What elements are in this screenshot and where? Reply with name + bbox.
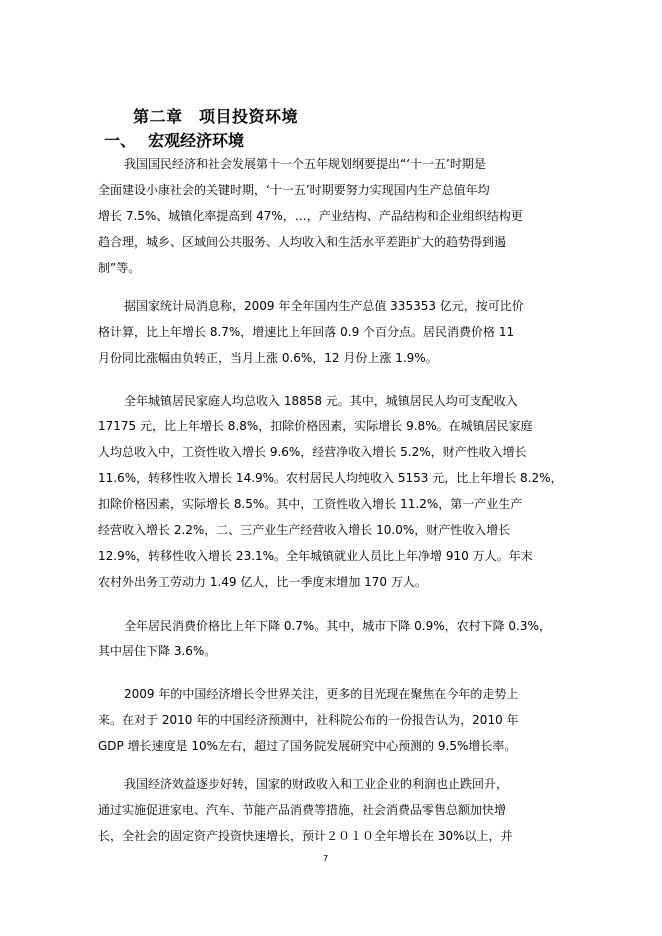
paragraph-line: 月份同比涨幅由负转正，当月上涨 0.6%，12 月份上涨 1.9%。 <box>98 351 438 365</box>
paragraph-line: 其中居住下降 3.6%。 <box>98 644 217 658</box>
page-number: 7 <box>323 854 329 863</box>
paragraph-line: 人均总收入中，工资性收入增长 9.6%，经营净收入增长 5.2%，财产性收入增长 <box>98 445 527 459</box>
paragraph-line: 我国经济效益逐步好转，国家的财政收入和工业企业的利润也止跌回升， <box>124 777 509 791</box>
chapter-title: 第二章 项目投资环境 <box>133 107 299 126</box>
paragraph-line: 制”等。 <box>98 261 141 275</box>
paragraph-line: 全面建设小康社会的关键时期，‘十一五’时期要努力实现国内生产总值年均 <box>98 183 490 197</box>
section-number: 一、 <box>104 131 137 150</box>
paragraph-line: 12.9%，转移性收入增长 23.1%。全年城镇就业人员比上年净增 910 万人。年末 <box>98 549 533 563</box>
paragraph-line: 来。在对于 2010 年的中国经济预测中，社科院公布的一份报告认为，2010 年 <box>98 713 519 727</box>
paragraph-line: 我国国民经济和社会发展第十一个五年规划纲要提出“‘十一五’时期是 <box>124 157 486 171</box>
paragraph-line: 2009 年的中国经济增长令世界关注，更多的目光现在聚焦在今年的走势上 <box>124 687 519 701</box>
paragraph-line: 经营收入增长 2.2%，二、三产业生产经营收入增长 10.0%，财产性收入增长 <box>98 523 511 537</box>
paragraph-line: 趋合理，城乡、区域间公共服务、人均收入和生活水平差距扩大的趋势得到遏 <box>98 235 507 249</box>
section-heading <box>104 128 244 151</box>
paragraph-line: 全年城镇居民家庭人均总收入 18858 元。其中，城镇居民人均可支配收入 <box>124 394 518 408</box>
paragraph-line: 全年居民消费价格比上年下降 0.7%。其中，城市下降 0.9%，农村下降 0.3%， <box>124 619 551 633</box>
paragraph-line: 11.6%，转移性收入增长 14.9%。农村居民人均纯收入 5153 元，比上年增长 8.2%， <box>98 471 563 485</box>
paragraph-line: GDP 增长速度是 10%左右，超过了国务院发展研究中心预测的 9.5%增长率。 <box>98 739 517 753</box>
paragraph-line: 扣除价格因素，实际增长 8.5%。其中，工资性收入增长 11.2%，第一产业生产 <box>98 497 523 511</box>
paragraph-line: 据国家统计局消息称，2009 年全年国内生产总值 335353 亿元，按可比价 <box>124 299 524 313</box>
paragraph-line: 17175 元，比上年增长 8.8%，扣除价格因素，实际增长 9.8%。在城镇居民家庭 <box>98 419 533 433</box>
paragraph-line: 长，全社会的固定资产投资快速增长，预计２０１０全年增长在 30%以上，并 <box>98 829 513 843</box>
paragraph-line: 农村外出务工劳动力 1.49 亿人，比一季度末增加 170 万人。 <box>98 575 427 589</box>
paragraph-line: 通过实施促进家电、汽车、节能产品消费等措施，社会消费品零售总额加快增 <box>98 803 507 817</box>
paragraph-line: 格计算，比上年增长 8.7%，增速比上年回落 0.9 个百分点。居民消费价格 11 <box>98 325 515 339</box>
paragraph-line: 增长 7.5%、城镇化率提高到 47%，…，产业结构、产品结构和企业组织结构更 <box>98 209 523 223</box>
section-title: 宏观经济环境 <box>148 131 245 150</box>
